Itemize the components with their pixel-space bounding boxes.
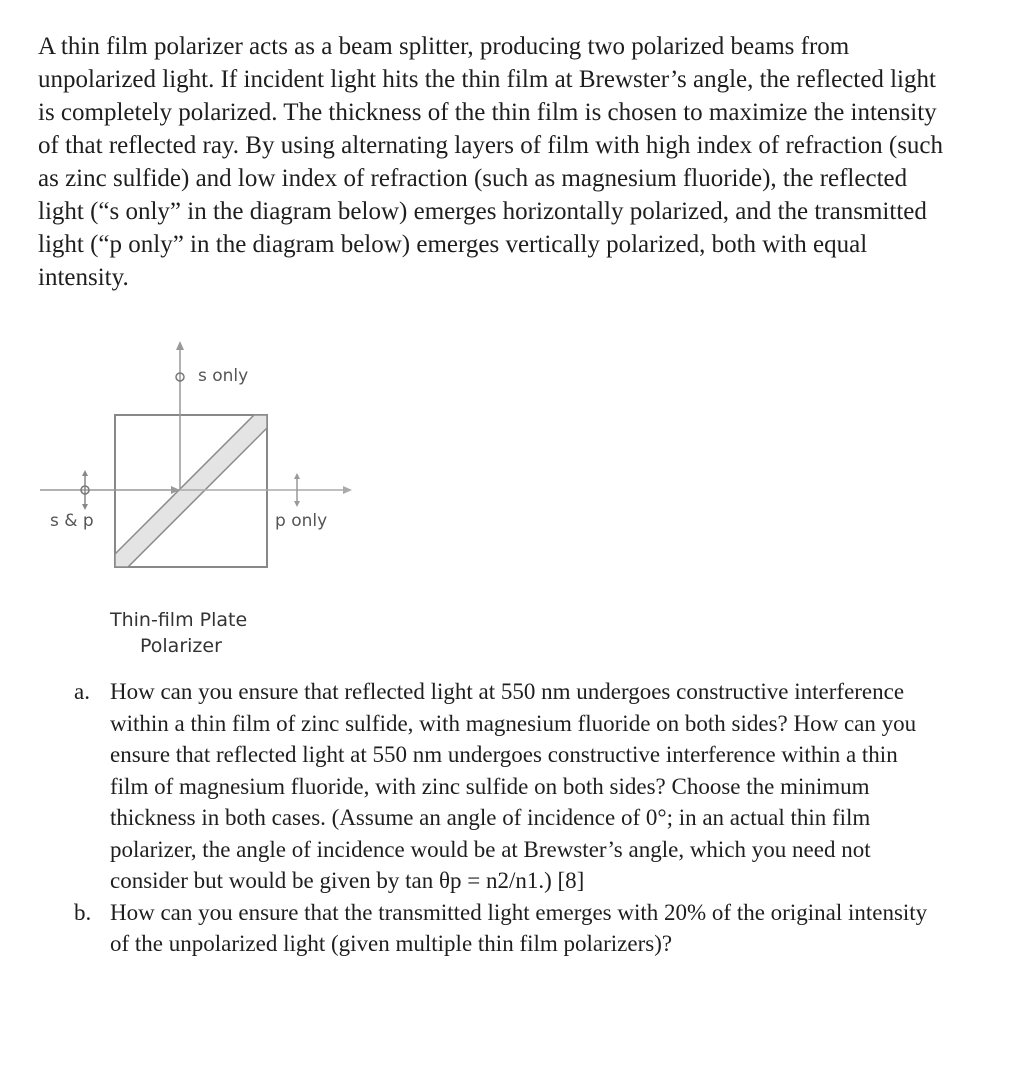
thin-film-polarizer-figure	[30, 335, 390, 675]
transmitted-arrow	[343, 486, 352, 494]
thin-film-plate	[115, 415, 267, 567]
intro-paragraph: A thin film polarizer acts as a beam splitter, producing two polarized beams from unpolarized light. If incident light hits the thin film at Brewster’s angle, the reflected light is completely polarized. The thickness of the thin film is chosen to maximize the intensity of that reflected ray. By using alternating layers of film with high index of refraction (such as zinc sulfide) and low index of refraction (such as magnesium fluoride), the reflected light (“s only” in the diagram below) emerges horizontally polarized, and the transmitted light (“p only” in the diagram below) emerges vertically polarized, both with equal intensity.	[38, 33, 944, 291]
label-s-and-p: s & p	[50, 511, 94, 531]
question-list	[74, 676, 934, 960]
figure-caption-line2: Polarizer	[140, 635, 222, 657]
question-a	[74, 676, 934, 897]
question-text: How can you ensure that the transmitted light emerges with 20% of the original intensity of the unpolarized light (given multiple thin film polarizers)?	[110, 899, 928, 956]
question-letter: a.	[74, 679, 90, 704]
figure-caption-line1: Thin-film Plate	[110, 609, 248, 631]
label-s-only: s only	[198, 366, 249, 386]
question-letter: b.	[74, 899, 92, 925]
reflected-arrow	[176, 341, 184, 350]
question-text: How can you ensure that reflected light at 550 nm undergoes constructive interference within a thin film of zinc sulfide, with magnesium fluoride on both sides? How can you ensure that reflected light at 550 nm undergoes constructive interference within a thin film of magnesium fluoride, with zinc sulfide on both sides? Choose the minimum thickness in both cases. (Assume an angle of incidence of 0°; in an actual thin film polarizer, the angle of incidence would be at Brewster’s angle, which you need not consider but would be given by tan θp = n2/n1.) [8]	[110, 679, 917, 893]
label-p-only: p only	[275, 511, 328, 531]
question-b	[74, 897, 934, 960]
